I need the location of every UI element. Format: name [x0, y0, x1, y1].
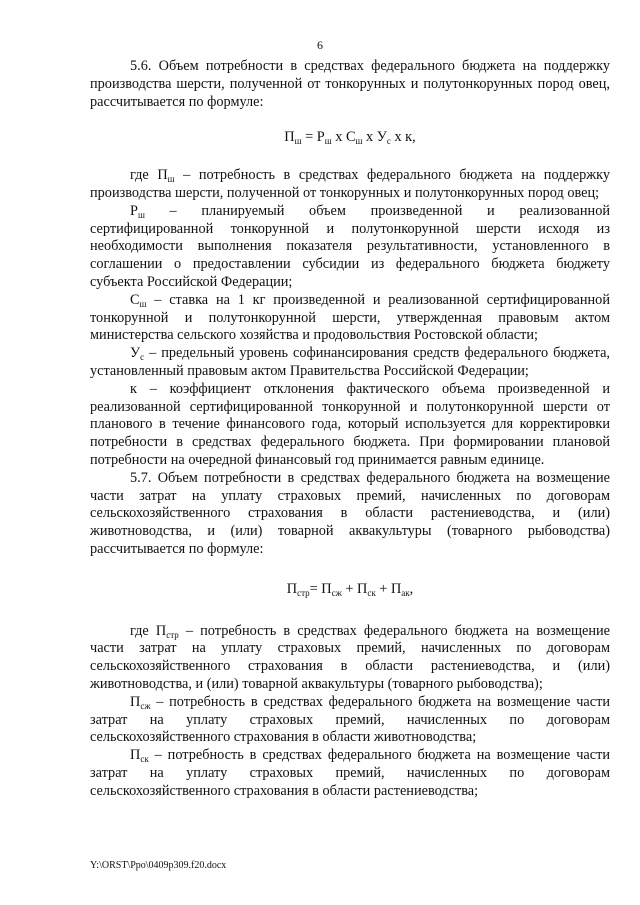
definition-p-str: где $П_{стр}$ – потребность в средствах федерального бюджета на возмещение части затрат на уплату страховых премий, начисленных по договорам сельскохозяйственного страхования в области растениеводства, и (или) животноводства, и (или) товарной аквакультуры (товарного рыбоводства);	[90, 622, 610, 692]
formula-insurance: $П_{стр}= П_{сж} + П_{ск} + П_{ак}$,	[286, 580, 414, 598]
definition-s-sh: $С_ш$ – ставка на 1 кг произведенной и реализованной сертифицированной тонкорунной и полутонкорунной шерсти, утвержденная правовым актом министерства сельского хозяйства и продовольствия Ростовской области;	[90, 291, 610, 344]
definition-p-szh: $П_{сж}$ – потребность в средствах федерального бюджета на возмещение части затрат на уплату страховых премий, начисленных по договорам сельскохозяйственного страхования в области животноводства;	[90, 693, 610, 746]
paragraph-5-7: 5.7. Объем потребности в средствах федерального бюджета на возмещение части затрат на уплату страховых премий, начисленных по договорам сельскохозяйственного страхования в области растениеводства, и (или) животноводства, и (или) товарной аквакультуры (товарного рыбоводства) рассчитывается по формуле:	[90, 469, 610, 557]
file-path-footer: Y:\ORST\Ppo\0409p309.f20.docx	[90, 860, 227, 871]
definition-p-sh: где $П_ш$ – потребность в средствах федерального бюджета на поддержку производства шерсти, полученной от тонкорунных и полутонкорунных пород овец;	[90, 167, 610, 201]
definition-r-sh: $Р_ш$ – планируемый объем произведенной и реализованной сертифицированной тонкорунной и полутонкорунной шерсти исходя из необходимости выполнения показателя результативности, установленного в соглашении о предоставлении субсидии из федерального бюджета бюджету субъекта Российской Федерации;	[90, 202, 610, 290]
document-body	[90, 58, 610, 800]
paragraph-5-6: 5.6. Объем потребности в средствах федерального бюджета на поддержку производства шерсти, полученной от тонкорунных и полутонкорунных пород овец, рассчитывается по формуле:	[90, 58, 610, 110]
definition-k: к – коэффициент отклонения фактического объема произведенной и реализованной сертифицированной тонкорунной и полутонкорунной шерсти от планового в течение финансового года, который используется для корректировки потребности в средствах федерального бюджета. При формировании плановой потребности на очередной финансовый год принимается равным единице.	[90, 380, 610, 468]
definition-p-sk: $П_{ск}$ – потребность в средствах федерального бюджета на возмещение части затрат на уплату страховых премий, начисленных по договорам сельскохозяйственного страхования в области растениеводства;	[90, 747, 610, 799]
page-number: 6	[317, 38, 323, 52]
definition-u-s: $У_с$ – предельный уровень софинансирования средств федерального бюджета, установленный правовым актом Правительства Российской Федерации;	[90, 345, 610, 379]
formula-wool: $П_ш = Р_ш$ х $С_ш$ х $У_с$ х к,	[284, 129, 416, 147]
